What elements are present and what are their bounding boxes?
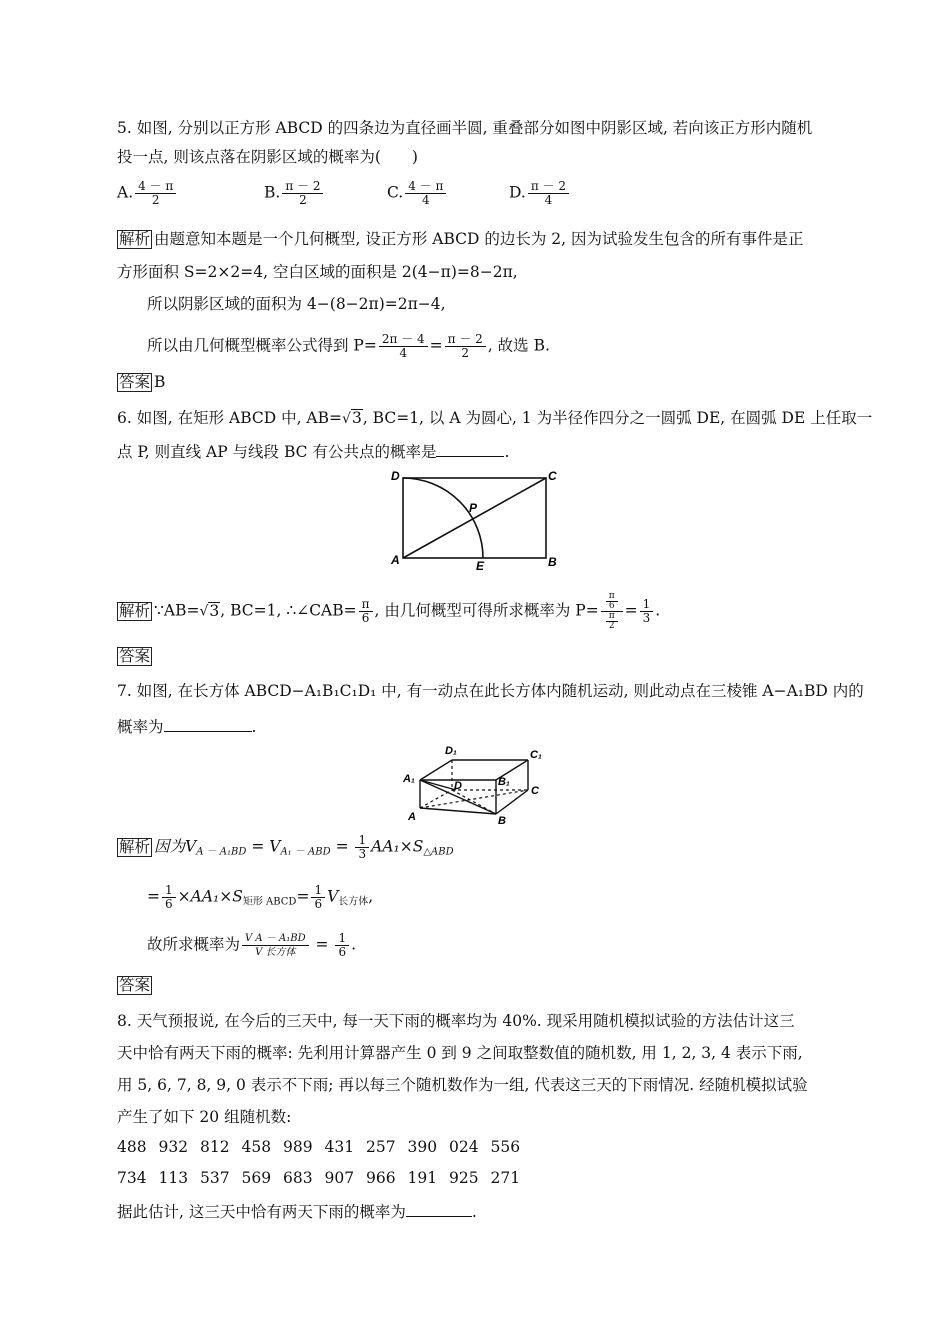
random-number: 488	[117, 1138, 147, 1156]
random-number: 812	[200, 1138, 230, 1156]
q5-option-b: B. $\frac{\pi - 2}{2}$	[264, 180, 325, 207]
analysis-tag: 解析	[119, 601, 151, 620]
label-d1: D₁	[445, 745, 457, 757]
q5-answer: 答案 B	[119, 373, 166, 391]
q5-stem-line1: 5. 如图, 分别以正方形 ABCD 的四条边为直径画半圆, 重叠部分如图中阴影区域, 若向该正方形内随机	[117, 119, 813, 137]
q7-stem-line1: 7. 如图, 在长方体 ABCD−A₁B₁C₁D₁ 中, 有一动点在此长方体内随机运动, 则此动点在三棱锥 A−A₁BD 内的	[117, 682, 864, 700]
q6-stem-line1: 6. 如图, 在矩形 ABCD 中, AB=√3, BC=1, 以 A 为圆心, 1 为半径作四分之一圆弧 DE, 在圆弧 DE 上任取一	[117, 409, 873, 427]
random-number: 390	[407, 1138, 438, 1156]
random-number: 024	[449, 1138, 479, 1156]
label-d: D	[391, 469, 400, 483]
q5-analysis-line2: 方形面积 S=2×2=4, 空白区域的面积是 2(4−π)=8−2π,	[117, 263, 518, 281]
random-number: 431	[324, 1138, 355, 1156]
arc-de	[403, 478, 483, 558]
random-number: 683	[283, 1169, 313, 1187]
q5-analysis-line3: 所以阴影区域的面积为 4−(8−2π)=2π−4,	[147, 295, 446, 313]
random-number: 907	[324, 1169, 355, 1187]
random-number: 537	[200, 1169, 230, 1187]
label-p: P	[469, 501, 478, 515]
random-number: 556	[490, 1138, 521, 1156]
q8-stem-line3: 用 5, 6, 7, 8, 9, 0 表示不下雨; 再以每三个随机数作为一组, 代表这三天的下雨情况. 经随机模拟试验	[117, 1076, 808, 1094]
label-d: D	[454, 780, 462, 792]
q7-analysis-line3: 故所求概率为 $\frac{\text{V A － A₁BD}}{\text{V 长方体}}$ = $\frac{1}{6}$ .	[147, 931, 357, 959]
random-number-row-2	[117, 1169, 532, 1187]
q6-stem-line2: 点 P, 则直线 AP 与线段 BC 有公共点的概率是 .	[117, 440, 509, 462]
q5-analysis-line1: 解析 由题意知本题是一个几何概型, 设正方形 ABCD 的边长为 2, 因为试验发生包含的所有事件是正	[119, 230, 804, 248]
q8-stem-line1: 8. 天气预报说, 在今后的三天中, 每一天下雨的概率均为 40%. 现采用随机模拟试验的方法估计这三	[117, 1012, 795, 1030]
answer-blank[interactable]	[406, 1200, 472, 1217]
label-a1: A₁	[403, 773, 415, 785]
label-b1: B₁	[498, 776, 510, 788]
random-number: 113	[158, 1169, 189, 1187]
q7-analysis-line1: 解析 因为$V_{A - A_1BD} = V_{A_1 - ABD}$ = $\frac{1}{3}$ $AA_1\times S_{\triangle ABD}$	[119, 833, 454, 861]
analysis-tag: 解析	[119, 230, 151, 248]
label-a: A	[408, 811, 416, 823]
random-number: 734	[117, 1169, 147, 1187]
answer-tag: 答案	[119, 647, 151, 665]
random-number: 966	[366, 1169, 396, 1187]
q7-stem-line2: 概率为 .	[117, 715, 256, 737]
q5-option-a: A. $\frac{4 - \pi}{2}$	[117, 180, 178, 207]
q8-stem-line4: 产生了如下 20 组随机数:	[117, 1108, 292, 1126]
q6-rectangle-figure	[385, 466, 565, 574]
diagonal-ac	[403, 478, 546, 558]
random-number: 569	[241, 1169, 272, 1187]
answer-tag: 答案	[119, 976, 151, 994]
random-number: 271	[490, 1169, 521, 1187]
q6-answer	[117, 646, 154, 666]
q8-final-line: 据此估计, 这三天中恰有两天下雨的概率为 .	[117, 1200, 477, 1222]
label-a: A	[391, 553, 400, 567]
random-number: 932	[158, 1138, 189, 1156]
random-number: 458	[241, 1138, 272, 1156]
label-b: B	[498, 815, 506, 826]
label-c: C	[548, 469, 557, 483]
label-e: E	[476, 559, 485, 573]
answer-tag: 答案	[119, 373, 151, 391]
random-number: 257	[366, 1138, 396, 1156]
q7-analysis-line2: = $\frac{1}{6}$ $\times AA_1\times S_{矩形 ABCD}=$ $\frac{1}{6}$ $V_{长方体}$,	[147, 883, 374, 911]
label-b: B	[548, 555, 557, 569]
label-c1: C₁	[530, 749, 542, 761]
label-c: C	[531, 785, 539, 797]
random-number: 989	[283, 1138, 313, 1156]
random-number-row-1	[117, 1138, 532, 1156]
answer-blank[interactable]	[164, 715, 252, 732]
random-number: 925	[449, 1169, 479, 1187]
analysis-tag: 解析	[119, 837, 151, 856]
q7-answer	[117, 975, 154, 995]
answer-blank[interactable]	[436, 440, 504, 457]
q6-analysis: 解析 ∵AB=√3, BC=1, ∴∠CAB= $\frac{\pi}{6}$ , 由几何概型可得所求概率为 P= $\frac{\frac{\pi}{6}}{\frac{\pi}{2}}$ = $\frac{1}{3}$ .	[119, 591, 661, 631]
q5-option-d: D. $\frac{\pi - 2}{4}$	[509, 180, 571, 207]
q5-stem-line2: 投一点, 则该点落在阴影区域的概率为( )	[117, 148, 418, 166]
q5-option-c: C. $\frac{4 - \pi}{4}$	[387, 180, 448, 207]
random-number: 191	[407, 1169, 438, 1187]
q7-cuboid-figure	[400, 740, 550, 826]
q8-stem-line2: 天中恰有两天下雨的概率: 先利用计算器产生 0 到 9 之间取整数值的随机数, 用 1, 2, 3, 4 表示下雨,	[117, 1044, 803, 1062]
q5-analysis-line4: 所以由几何概型概率公式得到 P= $\frac{2\pi - 4}{4}$ = $\frac{\pi - 2}{2}$ , 故选 B.	[147, 332, 550, 360]
